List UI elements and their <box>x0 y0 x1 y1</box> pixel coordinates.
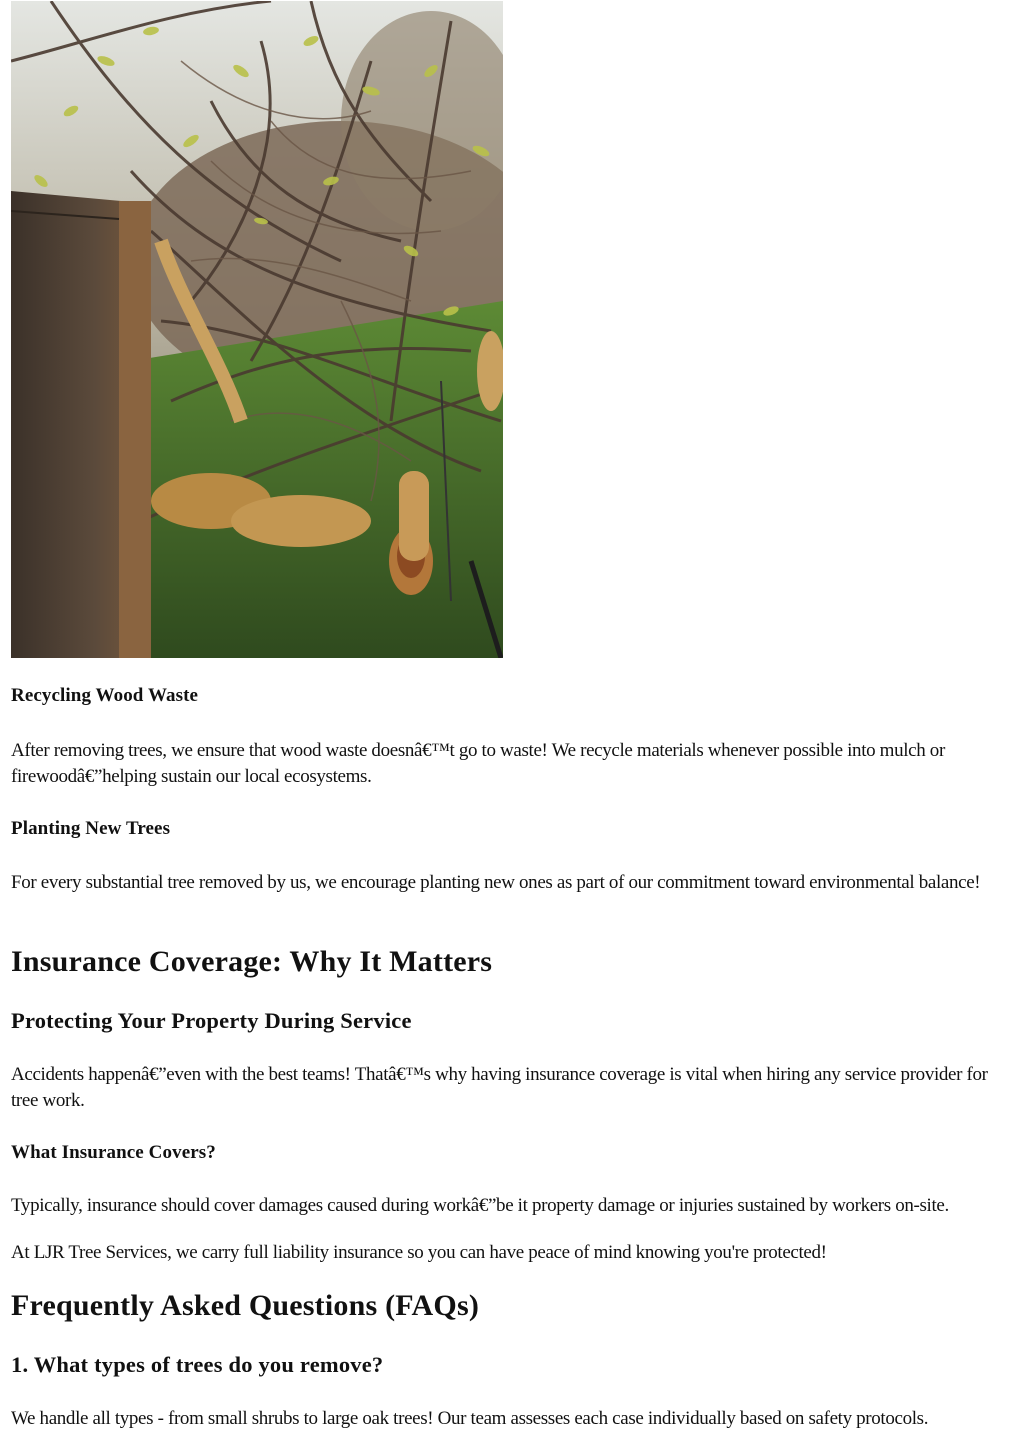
ljr-paragraph: At LJR Tree Services, we carry full liability insurance so you can have peace of mind knowing you're protected! <box>11 1242 827 1263</box>
recycling-paragraph: After removing trees, we ensure that wood waste doesnâ€™t go to waste! We recycle materials whenever possible into mulch or firewoodâ€”helping sustain our local ecosystems. <box>11 740 945 787</box>
tree-debris-photo <box>11 1 503 658</box>
planting-heading: Planting New Trees <box>11 818 171 839</box>
recycling-heading: Recycling Wood Waste <box>11 685 199 706</box>
faq-question-1: 1. What types of trees do you remove? <box>11 1352 384 1377</box>
protecting-paragraph: Accidents happenâ€”even with the best teams! Thatâ€™s why having insurance coverage is vital when hiring any service provider for tree work. <box>11 1064 988 1111</box>
tree-debris-illustration <box>11 1 503 658</box>
covers-paragraph: Typically, insurance should cover damages caused during workâ€”be it property damage or injuries sustained by workers on-site. <box>11 1195 949 1216</box>
covers-heading: What Insurance Covers? <box>11 1142 216 1163</box>
insurance-heading: Insurance Coverage: Why It Matters <box>11 945 493 978</box>
faq-answer-1: We handle all types - from small shrubs to large oak trees! Our team assesses each case individually based on safety protocols. <box>11 1408 929 1429</box>
planting-paragraph: For every substantial tree removed by us, we encourage planting new ones as part of our commitment toward environmental balance! <box>11 872 981 893</box>
protecting-heading: Protecting Your Property During Service <box>11 1008 412 1033</box>
faq-heading: Frequently Asked Questions (FAQs) <box>11 1289 480 1322</box>
